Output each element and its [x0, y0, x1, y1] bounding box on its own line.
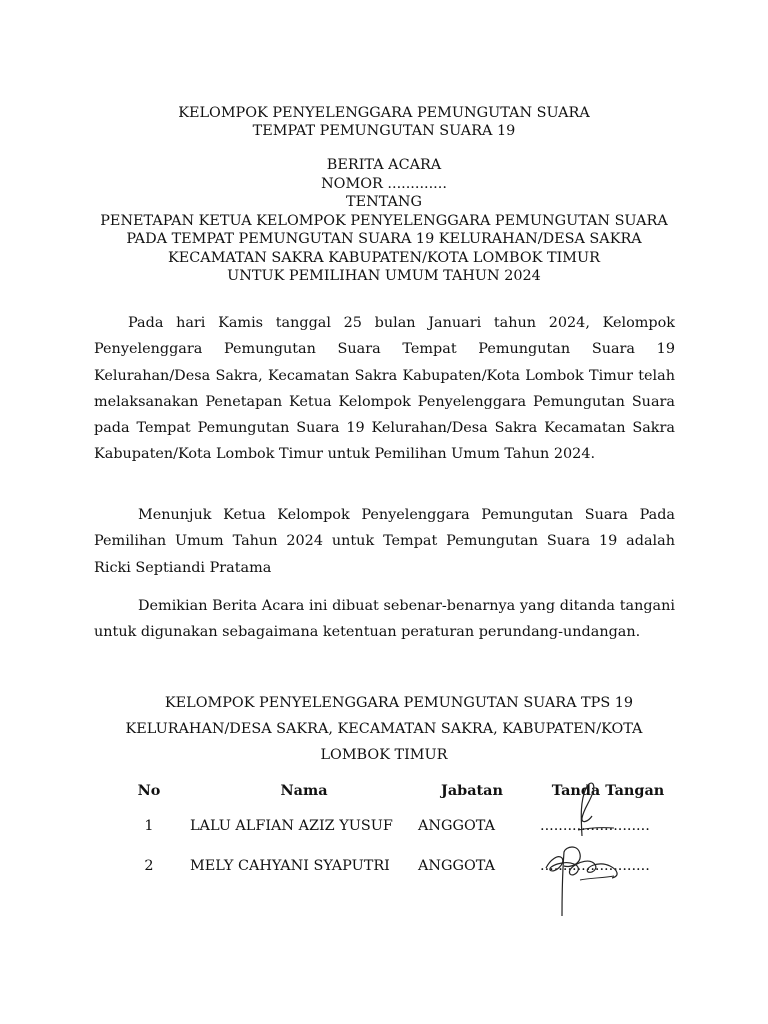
row-tanda-tangan: ........................ [540, 818, 650, 834]
body-paragraph-3-text: Demikian Berita Acara ini dibuat sebenar-benarnya yang ditanda tangani untuk digunakan sebagaimana ketentuan peraturan perundang-undangan. [94, 598, 675, 641]
table-row [118, 806, 690, 846]
body-paragraph-1-text: Pada hari Kamis tanggal 25 bulan Januari tahun 2024, Kelompok Penyelenggara Pemungutan Suara Tempat Pemungutan Suara 19 Kelurahan/Desa Sakra, Kecamatan Sakra Kabupaten/Kota Lombok Timur telah melaksanakan Penetapan Ketua Kelompok Penyelenggara Pemungutan Suara pada Tempat Pemungutan Suara 19 Kelurahan/Desa Sakra Kecamatan Sakra Kabupaten/Kota Lombok Timur untuk Pemilihan Umum Tahun 2024. [94, 315, 675, 463]
document-header [0, 104, 768, 140]
footer-line-2: KELURAHAN/DESA SAKRA, KECAMATAN SAKRA, KABUPATEN/KOTA [125, 721, 643, 737]
header-line-2: TEMPAT PEMUNGUTAN SUARA 19 [252, 123, 516, 139]
tentang-line: TENTANG [346, 194, 422, 210]
footer-line-3: LOMBOK TIMUR [320, 747, 448, 763]
berita-acara-title: BERITA ACARA [326, 157, 442, 173]
signature-table [118, 774, 690, 886]
row-no: 1 [144, 818, 154, 834]
subject-line-1: PENETAPAN KETUA KELOMPOK PENYELENGGARA PEMUNGUTAN SUARA [100, 212, 668, 229]
row-no: 2 [144, 858, 154, 874]
table-header-row [118, 774, 690, 806]
nomor-line: NOMOR ............. [321, 175, 447, 192]
row-tanda-tangan: ........................ [540, 858, 650, 874]
header-line-1: KELOMPOK PENYELENGGARA PEMUNGUTAN SUARA [178, 105, 590, 121]
body-paragraph-1 [94, 310, 675, 468]
header-tanda-tangan: Tanda Tangan [551, 781, 665, 799]
header-nama: Nama [280, 781, 328, 799]
subject-line-2: PADA TEMPAT PEMUNGUTAN SUARA 19 KELURAHAN/DESA SAKRA [126, 231, 642, 247]
table-row [118, 846, 690, 886]
row-jabatan: ANGGOTA [418, 858, 495, 874]
row-nama: MELY CAHYANI SYAPUTRI [190, 858, 390, 874]
signature-block-heading [0, 690, 768, 768]
document-title-block [0, 156, 768, 286]
body-paragraph-2 [94, 502, 675, 581]
header-no: No [137, 781, 161, 799]
row-jabatan: ANGGOTA [418, 818, 495, 834]
footer-line-1: KELOMPOK PENYELENGGARA PEMUNGUTAN SUARA TPS 19 [164, 695, 634, 711]
subject-line-4: UNTUK PEMILIHAN UMUM TAHUN 2024 [227, 268, 541, 284]
body-paragraph-2-text: Menunjuk Ketua Kelompok Penyelenggara Pemungutan Suara Pada Pemilihan Umum Tahun 2024 untuk Tempat Pemungutan Suara 19 adalah Ricki Septiandi Pratama [94, 507, 675, 576]
subject-line-3: KECAMATAN SAKRA KABUPATEN/KOTA LOMBOK TIMUR [168, 249, 600, 266]
header-jabatan: Jabatan [441, 781, 503, 799]
row-nama: LALU ALFIAN AZIZ YUSUF [190, 818, 393, 834]
body-paragraph-3 [94, 593, 675, 646]
